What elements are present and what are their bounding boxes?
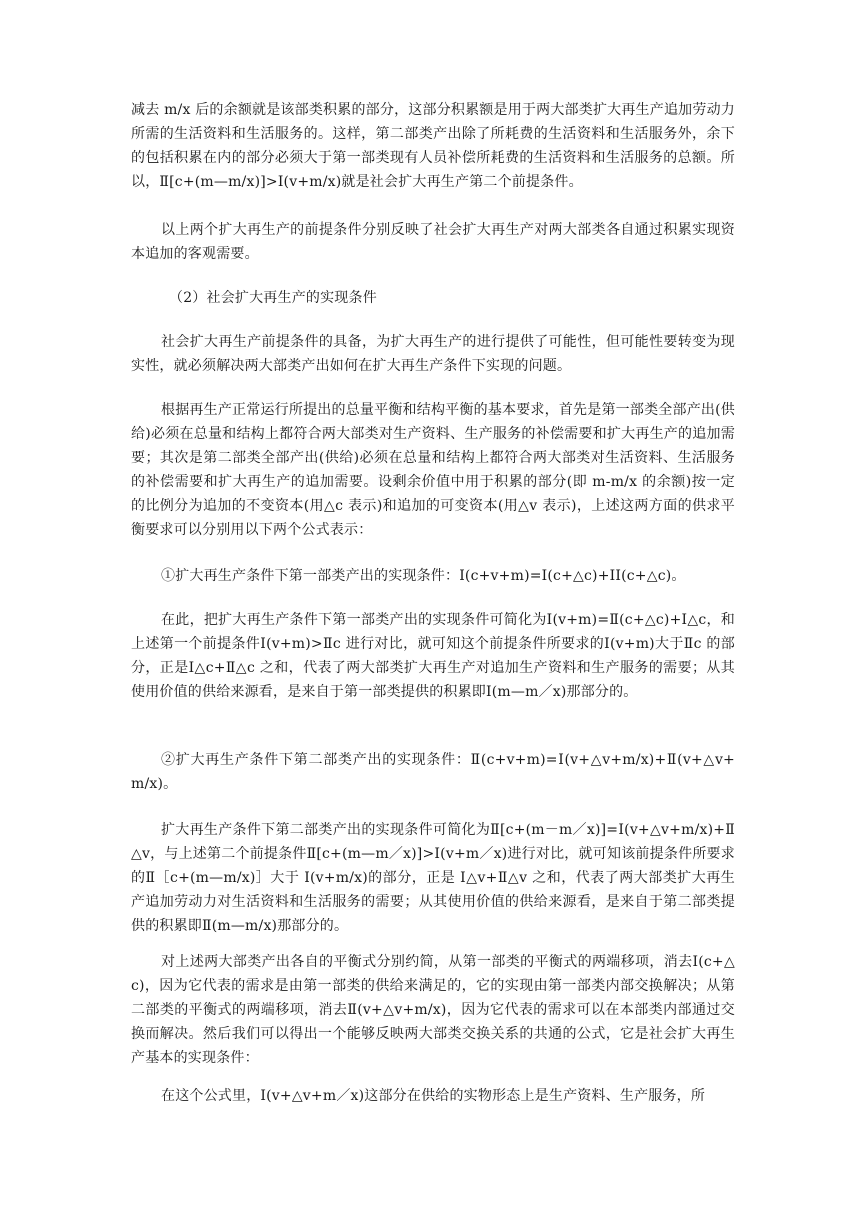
formula-first-sector [131,564,735,588]
paragraph-text: 以上两个扩大再生产的前提条件分别反映了社会扩大再生产对两大部类各自通过积累实现资本追加的客观需要。 [131,222,735,262]
paragraph-text: ①扩大再生产条件下第一部类产出的实现条件：Ⅰ(c+v+m)=Ⅰ(c+△c)+II(c+△c)。 [161,568,686,584]
section-heading [131,286,735,310]
paragraph-formula-explanation [131,1084,735,1108]
section-heading-text: （2）社会扩大再生产的实现条件 [169,290,377,306]
paragraph-text: 社会扩大再生产前提条件的具备，为扩大再生产的进行提供了可能性，但可能性要转变为现实性，就必须解决两大部类产出如何在扩大再生产条件下实现的问题。 [131,334,735,374]
paragraph-text: 在此，把扩大再生产条件下第一部类产出的实现条件可简化为Ⅰ(v+m)=Ⅱ(c+△c)+I△c，和上述第一个前提条件Ⅰ(v+m)>Ⅱc 进行对比，就可知这个前提条件所要求的Ⅰ(v+m)大于Ⅱc 的部分，正是Ⅰ△c+Ⅱ△c 之和，代表了两大部类扩大再生产对追加生产资料和生产服务的需要；从其使用价值的供给来源看，是来自于第一部类提供的积累即Ⅰ(m—m／x)那部分的。 [131,612,735,700]
paragraph-premise-summary [131,218,735,266]
paragraph-text: 对上述两大部类产出各自的平衡式分别约简，从第一部类的平衡式的两端移项，消去I(c+△c)，因为它代表的需求是由第一部类的供给来满足的，它的实现由第一部类内部交换解决；从第二部类的平衡式的两端移项，消去Ⅱ(v+△v+m/x)，因为它代表的需求可以在本部类内部通过交换而解决。然后我们可以得出一个能够反映两大部类交换关系的共通的公式，它是社会扩大再生产基本的实现条件： [131,954,735,1066]
paragraph-accumulation-continuation [131,98,735,194]
paragraph-simplification [131,950,735,1070]
paragraph-text: 根据再生产正常运行所提出的总量平衡和结构平衡的基本要求，首先是第一部类全部产出(供给)必须在总量和结构上都符合两大部类对生产资料、生产服务的补偿需要和扩大再生产的追加需要；其次是第二部类全部产出(供给)必须在总量和结构上都符合两大部类对生活资料、生活服务的补偿需要和扩大再生产的追加需要。设剩余价值中用于积累的部分(即 m-m/x 的余额)按一定的比例分为追加的不变资本(用△c 表示)和追加的可变资本(用△v 表示)，上述这两方面的供求平衡要求可以分别用以下两个公式表示： [131,402,735,538]
paragraph-text: 减去 m/x 后的余额就是该部类积累的部分，这部分积累额是用于两大部类扩大再生产追加劳动力所需的生活资料和生活服务的。这样，第二部类产出除了所耗费的生活资料和生活服务外，余下的包括积累在内的部分必须大于第一部类现有人员补偿所耗费的生活资料和生活服务的总额。所以，Ⅱ[c+(m—m/x)]>Ⅰ(v+m/x)就是社会扩大再生产第二个前提条件。 [131,102,735,190]
paragraph-balance-requirements [131,398,735,542]
paragraph-text: ②扩大再生产条件下第二部类产出的实现条件：Ⅱ(c+v+m)=Ⅰ(v+△v+m/x)+Ⅱ(v+△v+m/x)。 [131,752,735,792]
paragraph-text: 在这个公式里，Ⅰ(v+△v+m／x)这部分在供给的实物形态上是生产资料、生产服务，所 [161,1088,706,1104]
paragraph-text: 扩大再生产条件下第二部类产出的实现条件可简化为Ⅱ[c+(m－m／x)]=Ⅰ(v+△v+m/x)+Ⅱ△v，与上述第二个前提条件Ⅱ[c+(m—m／x)]>Ⅰ(v+m／x)进行对比，就可知该前提条件所要求的Ⅱ［c+(m—m/x)］大于 I(v+m/x)的部分，正是 I△v+Ⅱ△v 之和，代表了两大部类扩大再生产追加劳动力对生活资料和生活服务的需要；从其使用价值的供给来源看，是来自于第二部类提供的积累即Ⅱ(m—m/x)那部分的。 [131,822,735,934]
formula-second-sector [131,748,735,796]
paragraph-first-sector-analysis [131,608,735,704]
paragraph-realization-intro [131,330,735,378]
paragraph-second-sector-analysis [131,818,735,938]
